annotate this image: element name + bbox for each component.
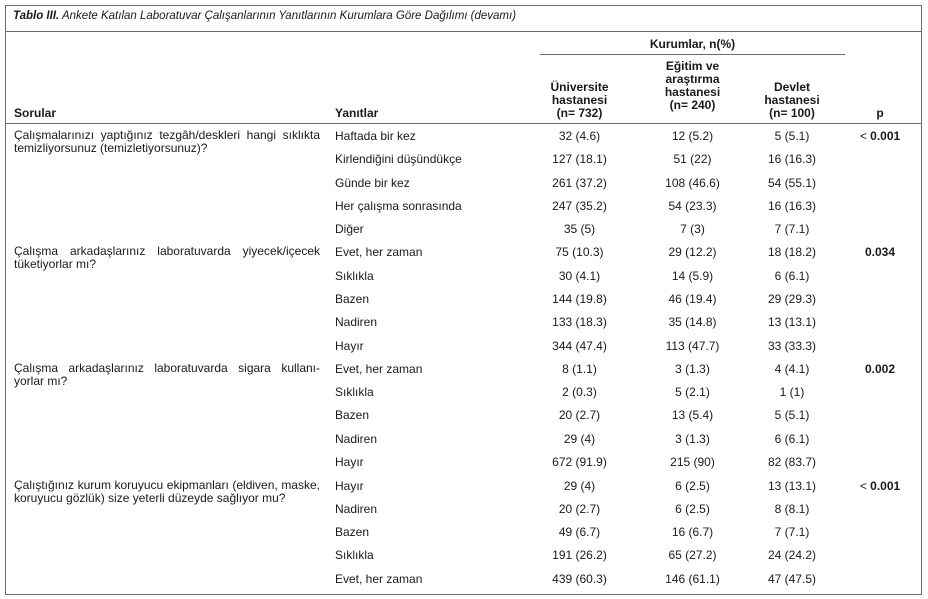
col-header-sorular: Sorular bbox=[14, 106, 57, 120]
egitim-cell: 108 (46.6) bbox=[665, 176, 720, 190]
egitim-cell: 12 (5.2) bbox=[671, 129, 714, 143]
devlet-cell: 6 (6.1) bbox=[774, 269, 810, 283]
universite-cell: 29 (4) bbox=[563, 432, 596, 446]
devlet-cell: 7 (7.1) bbox=[774, 525, 810, 539]
col-header-egitim-line: hastanesi bbox=[664, 85, 721, 99]
answer-cell: Bazen bbox=[335, 408, 370, 422]
answer-cell: Kirlendiğini düşündükçe bbox=[335, 152, 462, 166]
universite-cell: 344 (47.4) bbox=[552, 339, 607, 353]
egitim-cell: 14 (5.9) bbox=[671, 269, 714, 283]
table-row bbox=[0, 404, 928, 427]
universite-cell: 144 (19.8) bbox=[552, 292, 607, 306]
p-value-prefix: < bbox=[859, 129, 871, 143]
p-value-cell bbox=[845, 362, 915, 376]
egitim-cell: 215 (90) bbox=[670, 455, 715, 469]
p-value: 0.001 bbox=[870, 479, 901, 493]
table-title-label: Tablo III. bbox=[13, 10, 60, 22]
p-value-cell bbox=[845, 479, 915, 493]
egitim-cell: 7 (3) bbox=[680, 222, 705, 236]
col-header-universite-line: Üniversite bbox=[550, 80, 609, 94]
question-4: Çalıştığınız kurum koruyucu ekipmanları (eldiven, maske, koruyucu gözlük) size yeterli düzeyde sağlıyor mu? bbox=[14, 478, 320, 505]
answer-cell: Hayır bbox=[335, 479, 364, 493]
universite-cell: 261 (37.2) bbox=[552, 176, 607, 190]
egitim-cell: 51 (22) bbox=[673, 152, 712, 166]
table-title bbox=[13, 10, 516, 22]
col-header-universite-line: hastanesi bbox=[551, 93, 608, 107]
devlet-cell: 16 (16.3) bbox=[767, 152, 817, 166]
answer-cell: Hayır bbox=[335, 455, 364, 469]
table-row bbox=[0, 265, 928, 288]
group-header: Kurumlar, n(%) bbox=[649, 37, 736, 51]
table-row bbox=[0, 521, 928, 544]
col-header-egitim bbox=[640, 60, 745, 112]
table-row bbox=[0, 381, 928, 404]
col-header-egitim-line: araştırma bbox=[665, 72, 720, 86]
universite-cell: 127 (18.1) bbox=[552, 152, 607, 166]
answer-cell: Sıklıkla bbox=[335, 385, 374, 399]
answer-cell: Bazen bbox=[335, 525, 370, 539]
universite-cell: 247 (35.2) bbox=[552, 199, 607, 213]
devlet-cell: 24 (24.2) bbox=[767, 548, 817, 562]
universite-cell: 439 (60.3) bbox=[552, 572, 607, 586]
col-header-devlet-line: hastanesi bbox=[764, 93, 820, 107]
header-rule bbox=[5, 123, 922, 124]
devlet-cell: 54 (55.1) bbox=[767, 176, 817, 190]
answer-cell: Bazen bbox=[335, 292, 370, 306]
answer-cell: Sıklıkla bbox=[335, 269, 374, 283]
egitim-cell: 65 (27.2) bbox=[668, 548, 717, 562]
egitim-cell: 6 (2.5) bbox=[675, 479, 710, 493]
universite-cell: 2 (0.3) bbox=[562, 385, 597, 399]
egitim-cell: 146 (61.1) bbox=[665, 572, 720, 586]
question-2: Çalışma arkadaşlarınız laboratuvarda yiyecek/içecek tüketiyorlar mı? bbox=[14, 244, 320, 271]
col-header-universite-line: (n= 732) bbox=[556, 106, 603, 120]
table-row bbox=[0, 148, 928, 171]
universite-cell: 35 (5) bbox=[563, 222, 596, 236]
answer-cell: Nadiren bbox=[335, 502, 378, 516]
devlet-cell: 29 (29.3) bbox=[767, 292, 817, 306]
universite-cell: 672 (91.9) bbox=[552, 455, 607, 469]
devlet-cell: 8 (8.1) bbox=[774, 502, 810, 516]
table-row bbox=[0, 125, 928, 148]
table-row bbox=[0, 311, 928, 334]
universite-cell: 30 (4.1) bbox=[558, 269, 601, 283]
p-value: 0.001 bbox=[870, 129, 901, 143]
devlet-cell: 16 (16.3) bbox=[767, 199, 817, 213]
table-row bbox=[0, 195, 928, 218]
egitim-cell: 54 (23.3) bbox=[668, 199, 717, 213]
egitim-cell: 3 (1.3) bbox=[675, 432, 710, 446]
devlet-cell: 6 (6.1) bbox=[774, 432, 810, 446]
devlet-cell: 13 (13.1) bbox=[767, 479, 817, 493]
p-value-prefix: < bbox=[859, 479, 871, 493]
egitim-cell: 16 (6.7) bbox=[671, 525, 714, 539]
universite-cell: 133 (18.3) bbox=[552, 315, 607, 329]
table-row bbox=[0, 451, 928, 474]
devlet-cell: 13 (13.1) bbox=[767, 315, 817, 329]
col-header-p: p bbox=[876, 106, 884, 120]
devlet-cell: 7 (7.1) bbox=[774, 222, 810, 236]
group-header-rule bbox=[540, 54, 845, 55]
devlet-cell: 1 (1) bbox=[779, 385, 805, 399]
universite-cell: 32 (4.6) bbox=[558, 129, 601, 143]
devlet-cell: 82 (83.7) bbox=[767, 455, 817, 469]
table-row bbox=[0, 218, 928, 241]
p-value: 0.002 bbox=[864, 362, 896, 376]
answer-cell: Her çalışma sonrasında bbox=[335, 199, 462, 213]
devlet-cell: 33 (33.3) bbox=[767, 339, 817, 353]
col-header-egitim-line: (n= 240) bbox=[669, 98, 716, 112]
table-row bbox=[0, 335, 928, 358]
p-value-cell bbox=[845, 129, 915, 143]
devlet-cell: 18 (18.2) bbox=[767, 245, 817, 259]
p-value: 0.034 bbox=[864, 245, 896, 259]
table-row bbox=[0, 568, 928, 591]
egitim-cell: 46 (19.4) bbox=[668, 292, 717, 306]
title-rule bbox=[5, 31, 922, 32]
question-1: Çalışmalarınızı yaptığınız tezgâh/deskleri hangi sıklıkta temizliyorsunuz (temizletiyorsunuz)? bbox=[14, 128, 320, 155]
answer-cell: Nadiren bbox=[335, 315, 378, 329]
table-row bbox=[0, 288, 928, 311]
col-header-yanitlar: Yanıtlar bbox=[335, 106, 379, 120]
table-row bbox=[0, 241, 928, 264]
table-title-text: Ankete Katılan Laboratuvar Çalışanlarının Yanıtlarının Kurumlara Göre Dağılımı (devamı) bbox=[59, 10, 517, 22]
egitim-cell: 13 (5.4) bbox=[671, 408, 714, 422]
universite-cell: 29 (4) bbox=[563, 479, 596, 493]
universite-cell: 8 (1.1) bbox=[562, 362, 597, 376]
col-header-devlet-line: Devlet bbox=[773, 80, 811, 94]
egitim-cell: 29 (12.2) bbox=[668, 245, 717, 259]
table-row bbox=[0, 498, 928, 521]
table-row bbox=[0, 428, 928, 451]
answer-cell: Günde bir kez bbox=[335, 176, 410, 190]
col-header-egitim-line: Eğitim ve bbox=[665, 59, 720, 73]
egitim-cell: 3 (1.3) bbox=[675, 362, 710, 376]
universite-cell: 20 (2.7) bbox=[558, 408, 601, 422]
answer-cell: Diğer bbox=[335, 222, 364, 236]
devlet-cell: 4 (4.1) bbox=[774, 362, 810, 376]
question-3: Çalışma arkadaşlarınız laboratuvarda sigara kullanı-yorlar mı? bbox=[14, 361, 320, 388]
col-header-universite bbox=[542, 81, 617, 120]
col-header-devlet-line: (n= 100) bbox=[769, 106, 815, 120]
egitim-cell: 5 (2.1) bbox=[675, 385, 710, 399]
universite-cell: 75 (10.3) bbox=[555, 245, 604, 259]
table-row bbox=[0, 172, 928, 195]
answer-cell: Hayır bbox=[335, 339, 364, 353]
universite-cell: 20 (2.7) bbox=[558, 502, 601, 516]
table-row bbox=[0, 544, 928, 567]
answer-cell: Nadiren bbox=[335, 432, 378, 446]
devlet-cell: 5 (5.1) bbox=[774, 129, 810, 143]
answer-cell: Haftada bir kez bbox=[335, 129, 416, 143]
table-row bbox=[0, 358, 928, 381]
answer-cell: Evet, her zaman bbox=[335, 572, 423, 586]
answer-cell: Evet, her zaman bbox=[335, 245, 423, 259]
egitim-cell: 6 (2.5) bbox=[675, 502, 710, 516]
col-header-devlet bbox=[762, 81, 822, 120]
universite-cell: 49 (6.7) bbox=[558, 525, 601, 539]
devlet-cell: 47 (47.5) bbox=[767, 572, 817, 586]
answer-cell: Evet, her zaman bbox=[335, 362, 423, 376]
p-value-cell bbox=[845, 245, 915, 259]
answer-cell: Sıklıkla bbox=[335, 548, 374, 562]
table-row bbox=[0, 475, 928, 498]
egitim-cell: 35 (14.8) bbox=[668, 315, 717, 329]
devlet-cell: 5 (5.1) bbox=[774, 408, 810, 422]
universite-cell: 191 (26.2) bbox=[552, 548, 607, 562]
egitim-cell: 113 (47.7) bbox=[665, 339, 720, 353]
